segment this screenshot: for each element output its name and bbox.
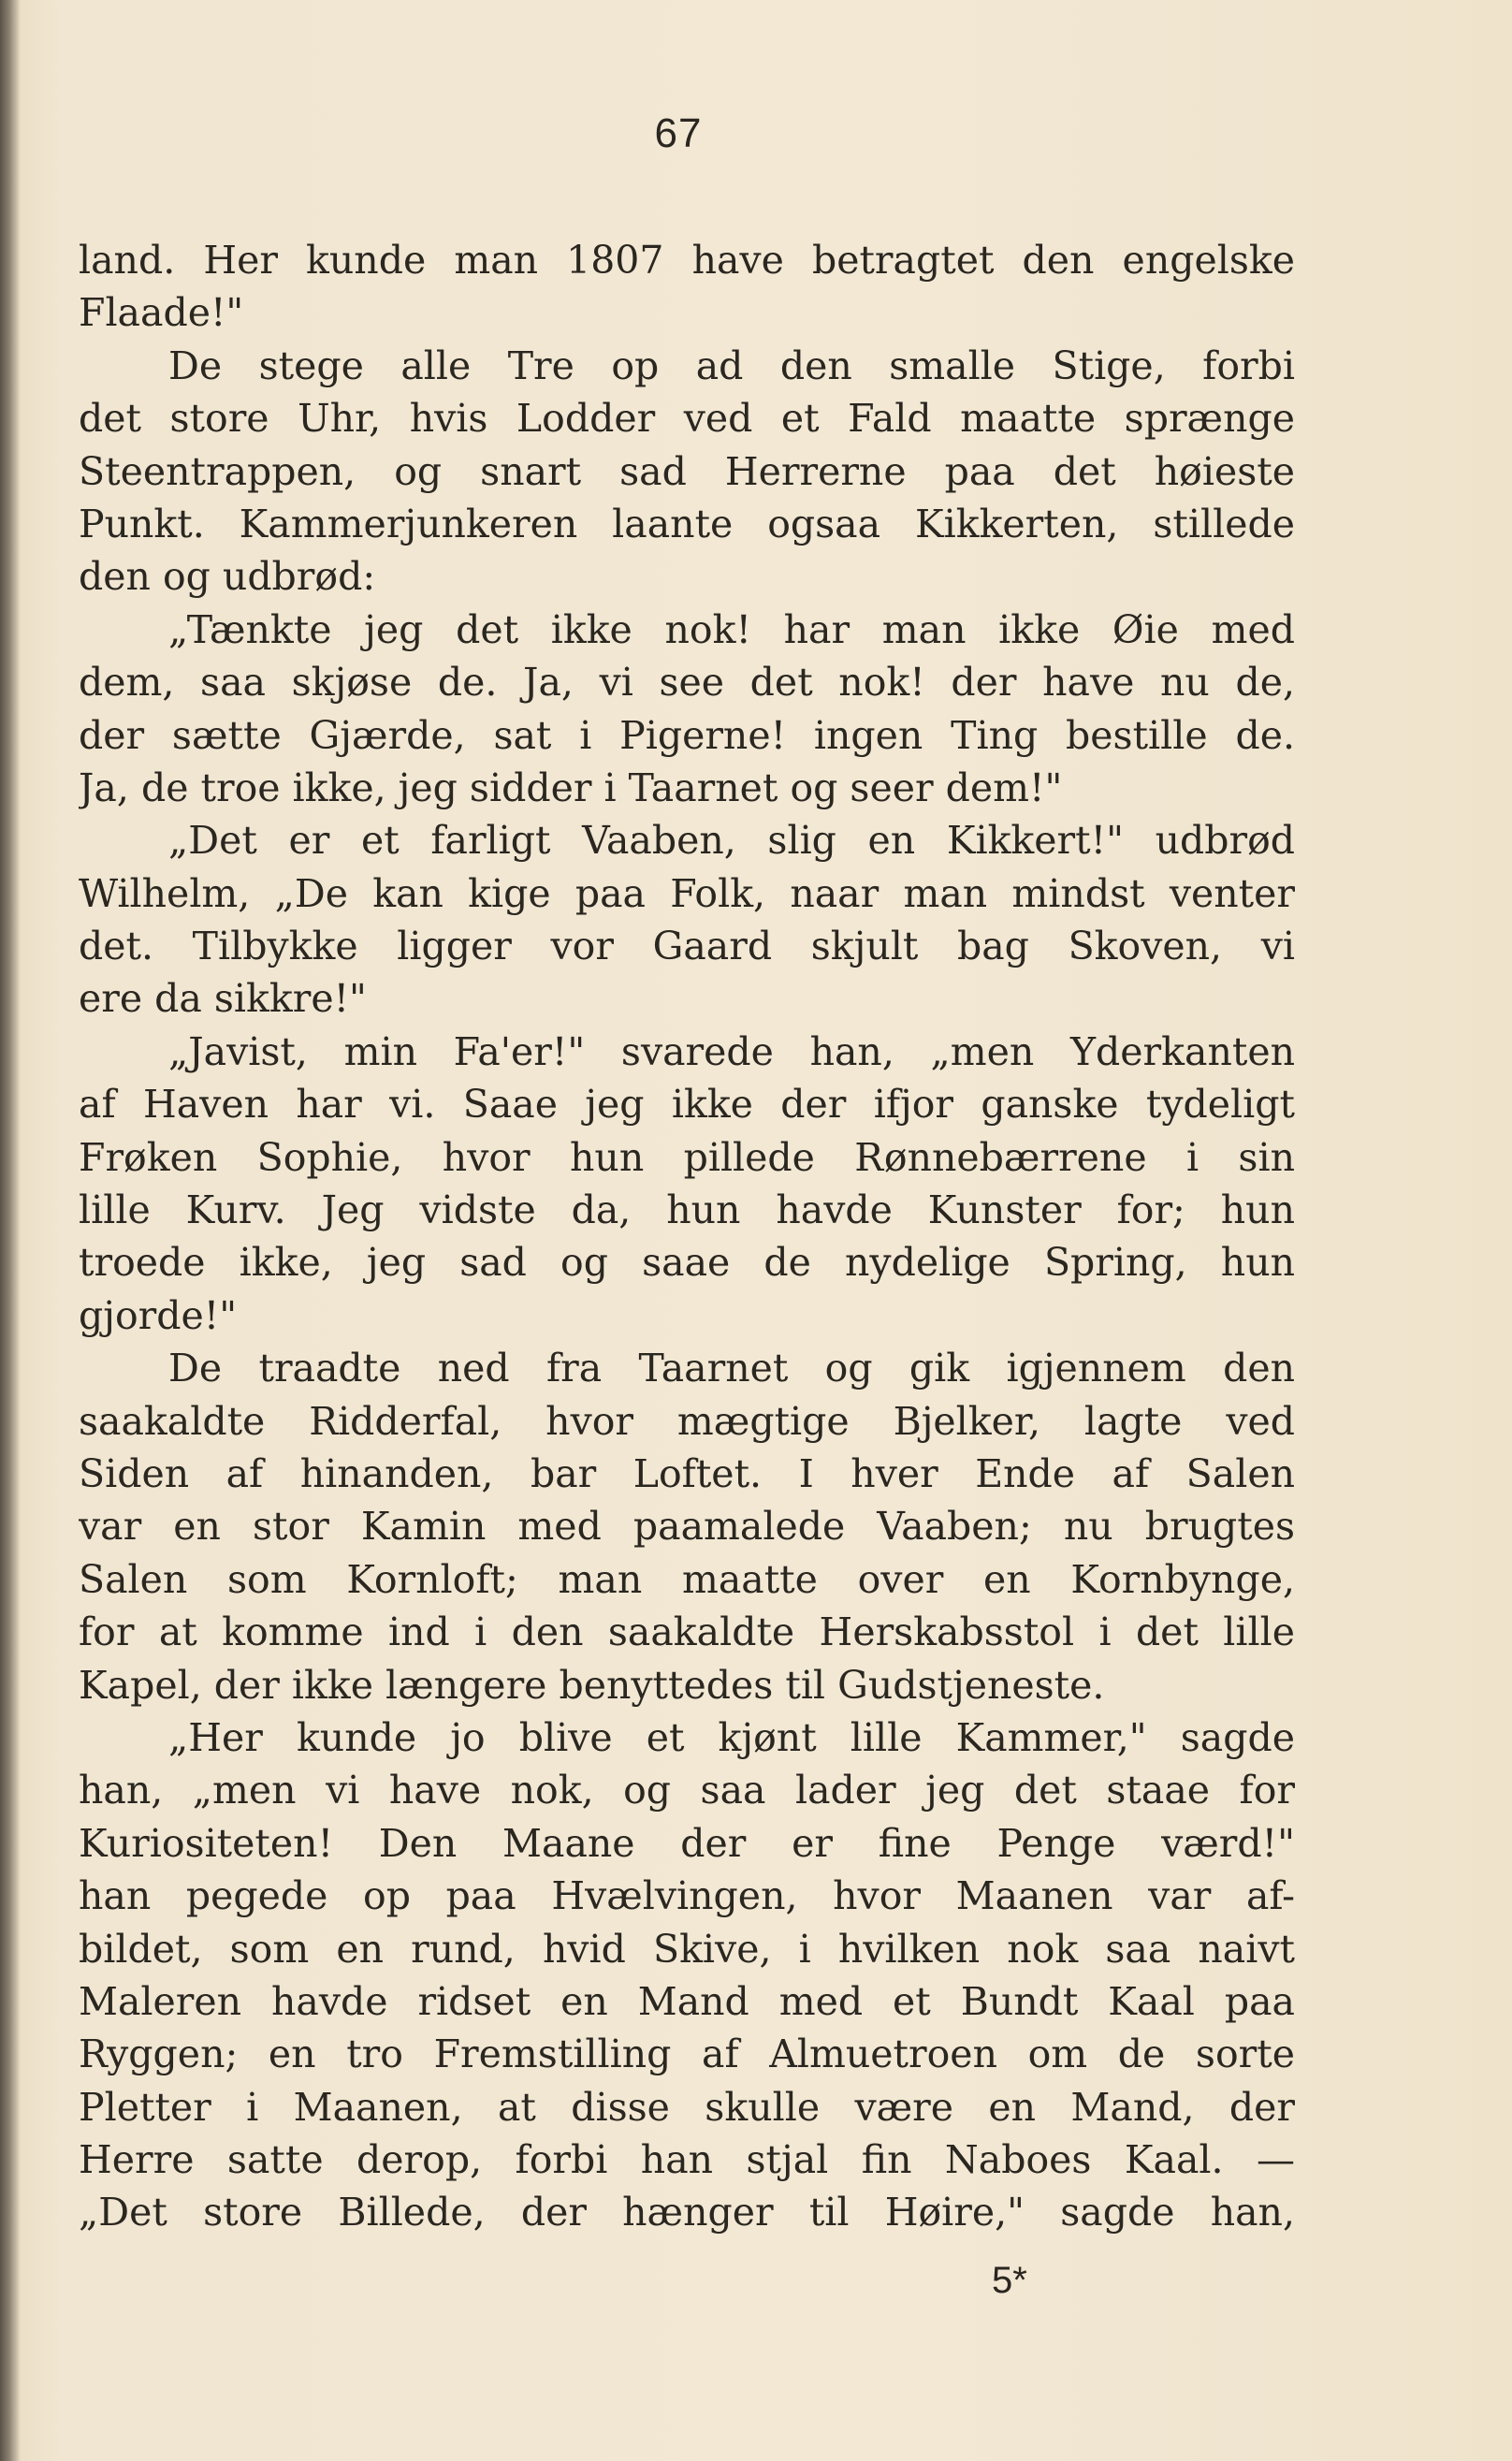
body-text bbox=[79, 234, 1295, 2239]
text-line: det store Uhr, hvis Lodder ved et Fald maatte sprænge bbox=[79, 396, 1295, 442]
text-line: Flaade!" bbox=[79, 290, 244, 336]
text-line: Kuriositeten! Den Maane der er fine Penge værd!" bbox=[79, 1820, 1295, 1866]
text-line: Herre satte derop, forbi han stjal fin Naboes Kaal. — bbox=[79, 2137, 1295, 2183]
text-line: for at komme ind i den saakaldte Herskabsstol i det lille bbox=[79, 1609, 1295, 1655]
text-line: „Tænkte jeg det ikke nok! har man ikke Øie med bbox=[168, 606, 1295, 652]
text-line: dem, saa skjøse de. Ja, vi see det nok! der have nu de, bbox=[79, 660, 1295, 706]
text-line: „Det store Billede, der hænger til Høire," sagde han, bbox=[79, 2190, 1295, 2235]
text-line: Siden af hinanden, bar Loftet. I hver Ende af Salen bbox=[79, 1450, 1295, 1496]
text-line: troede ikke, jeg sad og saae de nydelige Spring, hun bbox=[79, 1240, 1295, 1286]
text-line: De traadte ned fra Taarnet og gik igjennem den bbox=[168, 1346, 1295, 1391]
text-line: Frøken Sophie, hvor hun pillede Rønnebærrene i sin bbox=[79, 1134, 1295, 1180]
text-line: var en stor Kamin med paamalede Vaaben; nu brugtes bbox=[79, 1504, 1295, 1550]
text-line: Punkt. Kammerjunkeren laante ogsaa Kikkerten, stillede bbox=[79, 501, 1295, 546]
text-line: „Det er et farligt Vaaben, slig en Kikkert!" udbrød bbox=[168, 818, 1295, 864]
text-line: Steentrappen, og snart sad Herrerne paa det høieste bbox=[79, 448, 1295, 494]
page-number: 67 bbox=[654, 110, 703, 156]
text-line: bildet, som en rund, hvid Skive, i hvilken nok saa naivt bbox=[79, 1926, 1295, 1972]
text-line: saakaldte Ridderfal, hvor mægtige Bjelker, lagte ved bbox=[79, 1398, 1295, 1444]
text-line: Wilhelm, „De kan kige paa Folk, naar man mindst venter bbox=[79, 870, 1295, 916]
text-line: Ja, de troe ikke, jeg sidder i Taarnet og seer dem!" bbox=[79, 765, 1063, 810]
text-line: „Her kunde jo blive et kjønt lille Kammer," sagde bbox=[168, 1714, 1295, 1760]
text-line: De stege alle Tre op ad den smalle Stige, forbi bbox=[168, 342, 1295, 388]
text-line: Kapel, der ikke længere benyttedes til Gudstjeneste. bbox=[79, 1662, 1105, 1708]
text-line: Pletter i Maanen, at disse skulle være en Mand, der bbox=[79, 2084, 1295, 2130]
binding-shadow bbox=[0, 0, 21, 2461]
text-line: han, „men vi have nok, og saa lader jeg det staae for bbox=[79, 1768, 1295, 1813]
text-line: den og udbrød: bbox=[79, 554, 376, 600]
text-line: der sætte Gjærde, sat i Pigerne! ingen Ting bestille de. bbox=[79, 712, 1295, 758]
text-line: han pegede op paa Hvælvingen, hvor Maanen var af- bbox=[79, 1873, 1295, 1919]
text-line: Maleren havde ridset en Mand med et Bundt Kaal paa bbox=[79, 1978, 1295, 2024]
text-line: Ryggen; en tro Fremstilling af Almuetroen om de sorte bbox=[79, 2031, 1295, 2077]
text-line: „Javist, min Fa'er!" svarede han, „men Yderkanten bbox=[168, 1028, 1295, 1074]
text-line: ere da sikkre!" bbox=[79, 976, 367, 1022]
text-line: det. Tilbykke ligger vor Gaard skjult bag Skoven, vi bbox=[79, 924, 1295, 969]
text-line: lille Kurv. Jeg vidste da, hun havde Kunster for; hun bbox=[79, 1187, 1295, 1233]
text-line: af Haven har vi. Saae jeg ikke der ifjor ganske tydeligt bbox=[79, 1082, 1295, 1128]
text-line: gjorde!" bbox=[79, 1292, 238, 1338]
text-line: land. Her kunde man 1807 have betragtet den engelske bbox=[79, 238, 1295, 283]
signature-mark: 5* bbox=[992, 2260, 1027, 2301]
text-line: Salen som Kornloft; man maatte over en Kornbynge, bbox=[79, 1556, 1295, 1602]
